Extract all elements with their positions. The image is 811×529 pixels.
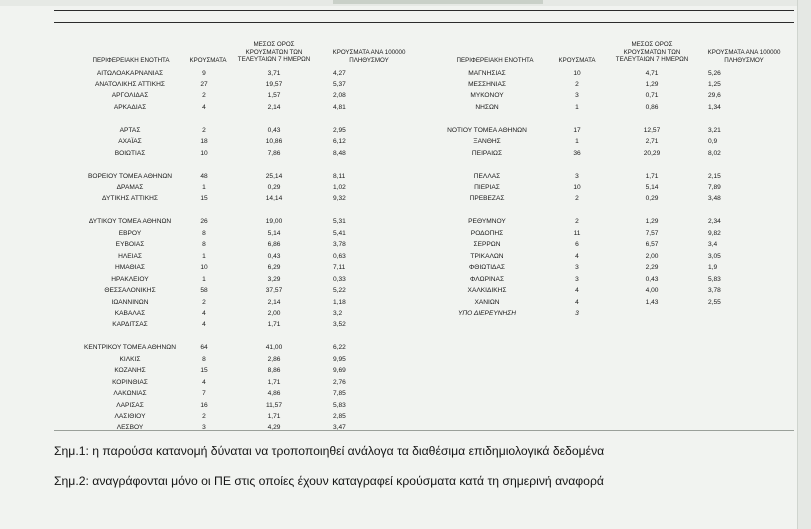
cell-name: ΕΒΡΟΥ bbox=[118, 229, 142, 237]
cell-avg: 37,57 bbox=[265, 287, 283, 295]
cell-cases bbox=[184, 331, 224, 342]
cell-cases: 26 bbox=[200, 218, 208, 226]
right-header-cases: ΚΡΟΥΣΜΑΤΑ bbox=[558, 57, 596, 64]
cell-per100k: 4,81 bbox=[333, 103, 346, 111]
left-header-avg-line-1: ΜΕΣΟΣ ΟΡΟΣ bbox=[253, 41, 295, 48]
cell-name: ΗΡΑΚΛΕΙΟΥ bbox=[111, 275, 149, 283]
cell-name: ΗΜΑΘΙΑΣ bbox=[115, 264, 145, 272]
window-top-strip bbox=[0, 0, 811, 6]
cell-per100k bbox=[708, 205, 748, 216]
cell-name: ΠΕΙΡΑΙΩΣ bbox=[471, 149, 503, 157]
cell-name: ΛΑΡΙΣΑΣ bbox=[116, 401, 144, 409]
cell-cases: 4 bbox=[575, 287, 579, 295]
cell-avg: 2,00 bbox=[645, 252, 659, 260]
cell-avg: 5,14 bbox=[267, 229, 281, 237]
cell-per100k: 9,82 bbox=[708, 229, 721, 237]
cell-name: ΚΙΛΚΙΣ bbox=[119, 355, 141, 363]
cell-avg bbox=[622, 205, 682, 216]
cell-per100k: 3,05 bbox=[708, 252, 721, 260]
cell-avg: 0,29 bbox=[267, 184, 281, 191]
cell-per100k: 9,69 bbox=[333, 367, 346, 375]
cell-cases: 8 bbox=[202, 355, 206, 363]
cell-per100k: 6,12 bbox=[333, 138, 346, 146]
cell-avg: 7,57 bbox=[645, 229, 659, 237]
cell-per100k: 5,26 bbox=[708, 69, 721, 77]
cell-per100k: 2,34 bbox=[708, 218, 721, 226]
cell-avg bbox=[622, 113, 682, 124]
cell-cases: 11 bbox=[573, 229, 581, 237]
cell-per100k: 3,78 bbox=[708, 287, 721, 295]
cell-per100k: 29,6 bbox=[708, 92, 721, 100]
cell-per100k: 9,32 bbox=[333, 195, 346, 203]
cell-cases: 15 bbox=[200, 367, 208, 375]
cell-cases: 36 bbox=[573, 149, 581, 157]
cell-per100k: 3,47 bbox=[333, 424, 346, 432]
cell-name: ΝΟΤΙΟΥ ΤΟΜΕΑ ΑΘΗΝΩΝ bbox=[447, 126, 527, 134]
cell-cases: 10 bbox=[200, 264, 208, 272]
cell-cases: 3 bbox=[575, 309, 579, 317]
cell-per100k: 2,08 bbox=[333, 92, 346, 100]
cell-avg: 0,43 bbox=[267, 126, 281, 134]
cell-avg: 5,14 bbox=[645, 184, 659, 191]
cell-name: ΔΥΤΙΚΗΣ ΑΤΤΙΚΗΣ bbox=[102, 195, 158, 203]
cell-avg: 25,14 bbox=[265, 172, 283, 180]
cell-name: ΚΟΖΑΝΗΣ bbox=[114, 367, 146, 375]
cell-per100k: 0,33 bbox=[333, 275, 346, 283]
right-header-avg-line-1: ΜΕΣΟΣ ΟΡΟΣ bbox=[631, 41, 673, 48]
cell-avg: 4,29 bbox=[267, 424, 281, 432]
cell-per100k: 3,4 bbox=[708, 241, 718, 249]
cell-cases: 3 bbox=[575, 172, 579, 180]
cell-cases: 6 bbox=[575, 241, 579, 249]
cell-cases bbox=[184, 113, 224, 124]
cell-cases: 15 bbox=[200, 195, 208, 203]
cell-name: ΠΕΛΛΑΣ bbox=[473, 172, 501, 180]
cell-per100k: 1,02 bbox=[333, 184, 346, 191]
cell-name: ΕΥΒΟΙΑΣ bbox=[115, 241, 145, 249]
cell-per100k: 5,83 bbox=[333, 401, 346, 409]
cell-per100k: 8,02 bbox=[708, 149, 721, 157]
cell-cases: 1 bbox=[575, 103, 579, 111]
cell-name: ΡΕΘΥΜΝΟΥ bbox=[468, 218, 506, 226]
note-1: Σημ.1: η παρούσα κατανομή δύναται να τροποποιηθεί ανάλογα τα διαθέσιμα επιδημιολογικά δεδομένα bbox=[54, 444, 605, 458]
left-header-per100k-line-2: ΠΛΗΘΥΣΜΟΥ bbox=[349, 56, 389, 64]
cell-avg: 11,57 bbox=[265, 401, 282, 409]
cell-per100k: 0,63 bbox=[333, 252, 346, 260]
cell-cases bbox=[184, 159, 224, 170]
cell-per100k: 2,95 bbox=[333, 126, 346, 134]
note-2: Σημ.2: αναγράφονται μόνο οι ΠΕ στις οποίες έχουν καταγραφεί κρούσματα κατά τη σημερινή αναφορά bbox=[54, 474, 604, 488]
cell-avg: 3,29 bbox=[267, 275, 281, 283]
cell-per100k: 2,15 bbox=[708, 172, 721, 180]
cell-name: ΦΛΩΡΙΝΑΣ bbox=[469, 275, 505, 283]
cell-name: ΞΑΝΘΗΣ bbox=[473, 138, 501, 146]
cell-avg: 8,86 bbox=[267, 367, 281, 375]
cell-per100k: 3,48 bbox=[708, 195, 721, 203]
cell-avg: 0,43 bbox=[267, 252, 281, 260]
cell-name: ΑΙΤΩΛΟΑΚΑΡΝΑΝΙΑΣ bbox=[96, 69, 164, 77]
cell-per100k: 5,83 bbox=[708, 275, 721, 283]
cell-cases: 8 bbox=[202, 241, 206, 249]
cell-cases: 1 bbox=[575, 138, 579, 146]
cell-avg: 2,71 bbox=[645, 138, 659, 146]
cell-cases: 2 bbox=[202, 126, 206, 134]
cell-name bbox=[412, 159, 562, 170]
cell-avg bbox=[622, 308, 682, 319]
cell-per100k: 2,55 bbox=[708, 298, 721, 306]
cell-per100k bbox=[708, 308, 748, 319]
cell-avg bbox=[244, 205, 304, 216]
cell-name: ΑΧΑΪΑΣ bbox=[118, 138, 142, 146]
window-right-frame bbox=[797, 0, 811, 529]
cell-avg: 1,71 bbox=[267, 321, 281, 329]
cell-avg bbox=[622, 159, 682, 170]
cell-per100k: 5,37 bbox=[333, 80, 346, 88]
cell-cases bbox=[557, 159, 597, 170]
cell-per100k bbox=[333, 113, 373, 124]
cell-avg: 3,71 bbox=[267, 69, 281, 77]
cell-name: ΣΕΡΡΩΝ bbox=[473, 241, 501, 249]
cell-per100k: 4,27 bbox=[333, 69, 346, 77]
cell-per100k: 1,34 bbox=[708, 103, 721, 111]
cell-cases: 4 bbox=[575, 298, 579, 306]
cell-cases: 3 bbox=[202, 424, 206, 432]
cell-cases: 3 bbox=[575, 264, 579, 272]
cell-cases: 27 bbox=[200, 80, 208, 88]
cell-name: ΚΑΡΔΙΤΣΑΣ bbox=[112, 321, 148, 329]
cell-name: ΧΑΝΙΩΝ bbox=[474, 298, 500, 306]
cell-avg: 20,29 bbox=[643, 149, 661, 157]
cell-avg: 1,29 bbox=[645, 218, 659, 226]
right-header-per100k-line-1: ΚΡΟΥΣΜΑΤΑ ΑΝΑ 100000 bbox=[707, 49, 781, 56]
cell-cases: 4 bbox=[202, 309, 206, 317]
cell-name: ΜΥΚΟΝΟΥ bbox=[470, 92, 504, 100]
cell-cases: 4 bbox=[202, 103, 206, 111]
cell-cases: 3 bbox=[575, 275, 579, 283]
rule-top-second bbox=[54, 22, 794, 23]
cell-name: ΠΡΕΒΕΖΑΣ bbox=[469, 195, 505, 203]
cell-cases: 2 bbox=[202, 298, 206, 306]
cell-per100k: 7,89 bbox=[708, 184, 721, 191]
cell-avg: 6,29 bbox=[267, 264, 281, 272]
cell-avg: 4,86 bbox=[267, 390, 281, 398]
cell-cases bbox=[184, 205, 224, 216]
cell-cases: 8 bbox=[202, 229, 206, 237]
cell-per100k: 5,41 bbox=[333, 229, 346, 237]
cell-cases: 16 bbox=[200, 401, 208, 409]
cell-name: ΒΟΡΕΙΟΥ ΤΟΜΕΑ ΑΘΗΝΩΝ bbox=[87, 172, 173, 180]
cell-name bbox=[55, 205, 205, 216]
cell-per100k: 3,21 bbox=[708, 126, 721, 134]
cell-name bbox=[55, 113, 205, 124]
cell-name bbox=[412, 205, 562, 216]
left-header-per100k-line-1: ΚΡΟΥΣΜΑΤΑ ΑΝΑ 100000 bbox=[332, 49, 406, 56]
cell-avg bbox=[244, 113, 304, 124]
cell-per100k: 8,11 bbox=[333, 172, 346, 180]
cell-avg: 1,71 bbox=[645, 172, 659, 180]
cell-cases: 1 bbox=[202, 275, 206, 283]
cell-name: ΑΡΚΑΔΙΑΣ bbox=[113, 103, 147, 111]
cell-name: ΑΡΓΟΛΙΔΑΣ bbox=[111, 92, 149, 100]
cell-cases: 58 bbox=[200, 287, 208, 295]
cell-avg: 2,14 bbox=[267, 103, 281, 111]
cell-cases: 2 bbox=[575, 195, 579, 203]
cell-cases: 64 bbox=[200, 344, 208, 352]
cell-avg: 6,57 bbox=[645, 241, 659, 249]
left-header-avg-line-3: ΤΕΛΕΥΤΑΙΩΝ 7 ΗΜΕΡΩΝ bbox=[237, 56, 311, 64]
cell-name bbox=[412, 113, 562, 124]
cell-per100k: 1,18 bbox=[333, 298, 346, 306]
cell-cases: 17 bbox=[573, 126, 581, 134]
cell-cases: 4 bbox=[575, 252, 579, 260]
cell-cases: 18 bbox=[200, 138, 208, 146]
right-header-region: ΠΕΡΙΦΕΡΕΙΑΚΗ ΕΝΟΤΗΤΑ bbox=[456, 57, 534, 64]
cell-avg: 1,71 bbox=[267, 413, 281, 420]
cell-per100k: 3,52 bbox=[333, 321, 346, 329]
cell-cases: 4 bbox=[202, 321, 206, 329]
cell-per100k: 6,22 bbox=[333, 344, 346, 352]
cell-per100k: 0,9 bbox=[708, 138, 718, 146]
cell-avg: 10,86 bbox=[265, 138, 283, 146]
cell-avg: 2,29 bbox=[645, 264, 659, 272]
cell-cases bbox=[557, 113, 597, 124]
cell-per100k: 8,48 bbox=[333, 149, 346, 157]
cell-cases: 10 bbox=[573, 69, 581, 77]
cell-name bbox=[55, 331, 205, 342]
cell-name: ΛΑΚΩΝΙΑΣ bbox=[113, 390, 147, 398]
left-header-avg bbox=[234, 41, 314, 64]
cell-name: ΑΡΤΑΣ bbox=[119, 126, 141, 134]
cell-avg: 7,86 bbox=[267, 149, 281, 157]
cell-name: ΛΕΣΒΟΥ bbox=[116, 424, 144, 432]
window-tab bbox=[333, 0, 543, 4]
cell-cases: 2 bbox=[575, 218, 579, 226]
cell-cases bbox=[557, 205, 597, 216]
right-header-avg bbox=[612, 41, 692, 64]
cell-avg: 6,86 bbox=[267, 241, 281, 249]
cell-cases: 1 bbox=[202, 252, 206, 260]
cell-per100k bbox=[333, 159, 373, 170]
cell-cases: 4 bbox=[202, 378, 206, 386]
cell-per100k: 3,2 bbox=[333, 309, 343, 317]
cell-avg: 2,86 bbox=[267, 355, 281, 363]
cell-name: ΙΩΑΝΝΙΝΩΝ bbox=[111, 298, 149, 306]
cell-avg: 2,00 bbox=[267, 309, 281, 317]
right-header-per100k-line-2: ΠΛΗΘΥΣΜΟΥ bbox=[724, 56, 764, 64]
cell-avg: 1,43 bbox=[645, 298, 659, 306]
cell-per100k: 1,9 bbox=[708, 264, 718, 272]
cell-name: ΡΟΔΟΠΗΣ bbox=[470, 229, 504, 237]
cell-cases: 2 bbox=[575, 80, 579, 88]
cell-avg: 19,00 bbox=[265, 218, 283, 226]
cell-cases: 10 bbox=[573, 184, 581, 191]
cell-avg: 4,71 bbox=[645, 69, 659, 77]
cell-name: ΝΗΣΩΝ bbox=[475, 103, 499, 111]
cell-per100k: 9,95 bbox=[333, 355, 346, 363]
cell-name: ΗΛΕΙΑΣ bbox=[118, 252, 142, 260]
cell-avg: 0,71 bbox=[645, 92, 659, 100]
cell-name bbox=[55, 159, 205, 170]
cell-avg: 12,57 bbox=[643, 126, 661, 134]
cell-per100k bbox=[333, 331, 373, 342]
cell-avg bbox=[244, 159, 304, 170]
cell-per100k: 7,85 bbox=[333, 390, 346, 398]
cell-name: ΘΕΣΣΑΛΟΝΙΚΗΣ bbox=[104, 287, 156, 295]
cell-cases: 2 bbox=[202, 413, 206, 420]
cell-per100k: 2,85 bbox=[333, 413, 346, 420]
cell-avg: 1,29 bbox=[645, 80, 659, 88]
cell-per100k: 3,78 bbox=[333, 241, 346, 249]
cell-name: ΛΑΣΙΘΙΟΥ bbox=[114, 413, 146, 420]
cell-cases: 7 bbox=[202, 390, 206, 398]
cell-name: ΠΙΕΡΙΑΣ bbox=[474, 184, 500, 191]
cell-cases: 9 bbox=[202, 69, 206, 77]
cell-avg: 19,57 bbox=[265, 80, 283, 88]
cell-name: ΧΑΛΚΙΔΙΚΗΣ bbox=[467, 287, 507, 295]
cell-avg: 41,00 bbox=[265, 344, 283, 352]
cell-name: ΔΡΑΜΑΣ bbox=[116, 184, 144, 191]
cell-name: ΑΝΑΤΟΛΙΚΗΣ ΑΤΤΙΚΗΣ bbox=[95, 80, 165, 88]
rule-top bbox=[54, 10, 794, 11]
cell-avg: 0,43 bbox=[645, 275, 659, 283]
cell-name: ΚΟΡΙΝΘΙΑΣ bbox=[112, 378, 148, 386]
cell-per100k: 2,76 bbox=[333, 378, 346, 386]
right-header-avg-line-3: ΤΕΛΕΥΤΑΙΩΝ 7 ΗΜΕΡΩΝ bbox=[615, 56, 689, 64]
cell-cases: 1 bbox=[202, 184, 206, 191]
cell-avg: 1,57 bbox=[267, 92, 281, 100]
cell-name: ΦΘΙΩΤΙΔΑΣ bbox=[469, 264, 505, 272]
left-header-avg-line-2: ΚΡΟΥΣΜΑΤΩΝ ΤΩΝ bbox=[245, 48, 303, 56]
cell-per100k bbox=[708, 159, 748, 170]
cell-per100k bbox=[708, 113, 748, 124]
cell-per100k: 5,22 bbox=[333, 287, 346, 295]
cell-name: ΜΑΓΝΗΣΙΑΣ bbox=[468, 69, 506, 77]
left-header-cases: ΚΡΟΥΣΜΑΤΑ bbox=[189, 57, 227, 64]
right-header-per100k bbox=[694, 49, 794, 64]
right-header-avg-line-2: ΚΡΟΥΣΜΑΤΩΝ ΤΩΝ bbox=[623, 48, 681, 56]
cell-avg: 2,14 bbox=[267, 298, 281, 306]
cell-name: ΤΡΙΚΑΛΩΝ bbox=[470, 252, 504, 260]
cell-name: ΚΕΝΤΡΙΚΟΥ ΤΟΜΕΑ ΑΘΗΝΩΝ bbox=[84, 344, 176, 352]
cell-avg bbox=[244, 331, 304, 342]
cell-avg: 0,29 bbox=[645, 195, 659, 203]
cell-avg: 4,00 bbox=[645, 287, 659, 295]
cell-name: ΚΑΒΑΛΑΣ bbox=[114, 309, 146, 317]
cell-name: ΒΟΙΩΤΙΑΣ bbox=[114, 149, 146, 157]
cell-avg: 1,71 bbox=[267, 378, 281, 386]
cell-name: ΜΕΣΣΗΝΙΑΣ bbox=[468, 80, 506, 88]
cell-cases: 3 bbox=[575, 92, 579, 100]
cell-avg: 0,86 bbox=[645, 103, 659, 111]
cell-per100k: 1,25 bbox=[708, 80, 721, 88]
cell-avg: 14,14 bbox=[265, 195, 283, 203]
cell-cases: 10 bbox=[200, 149, 208, 157]
cell-per100k: 7,11 bbox=[333, 264, 346, 272]
left-header-per100k bbox=[319, 49, 419, 64]
cell-per100k: 5,31 bbox=[333, 218, 346, 226]
cell-name: ΔΥΤΙΚΟΥ ΤΟΜΕΑ ΑΘΗΝΩΝ bbox=[88, 218, 172, 226]
cell-cases: 48 bbox=[200, 172, 208, 180]
cell-name: ΥΠΟ ΔΙΕΡΕΥΝΗΣΗ bbox=[458, 309, 516, 317]
cell-cases: 2 bbox=[202, 92, 206, 100]
left-header-region: ΠΕΡΙΦΕΡΕΙΑΚΗ ΕΝΟΤΗΤΑ bbox=[92, 57, 170, 64]
cell-per100k bbox=[333, 205, 373, 216]
